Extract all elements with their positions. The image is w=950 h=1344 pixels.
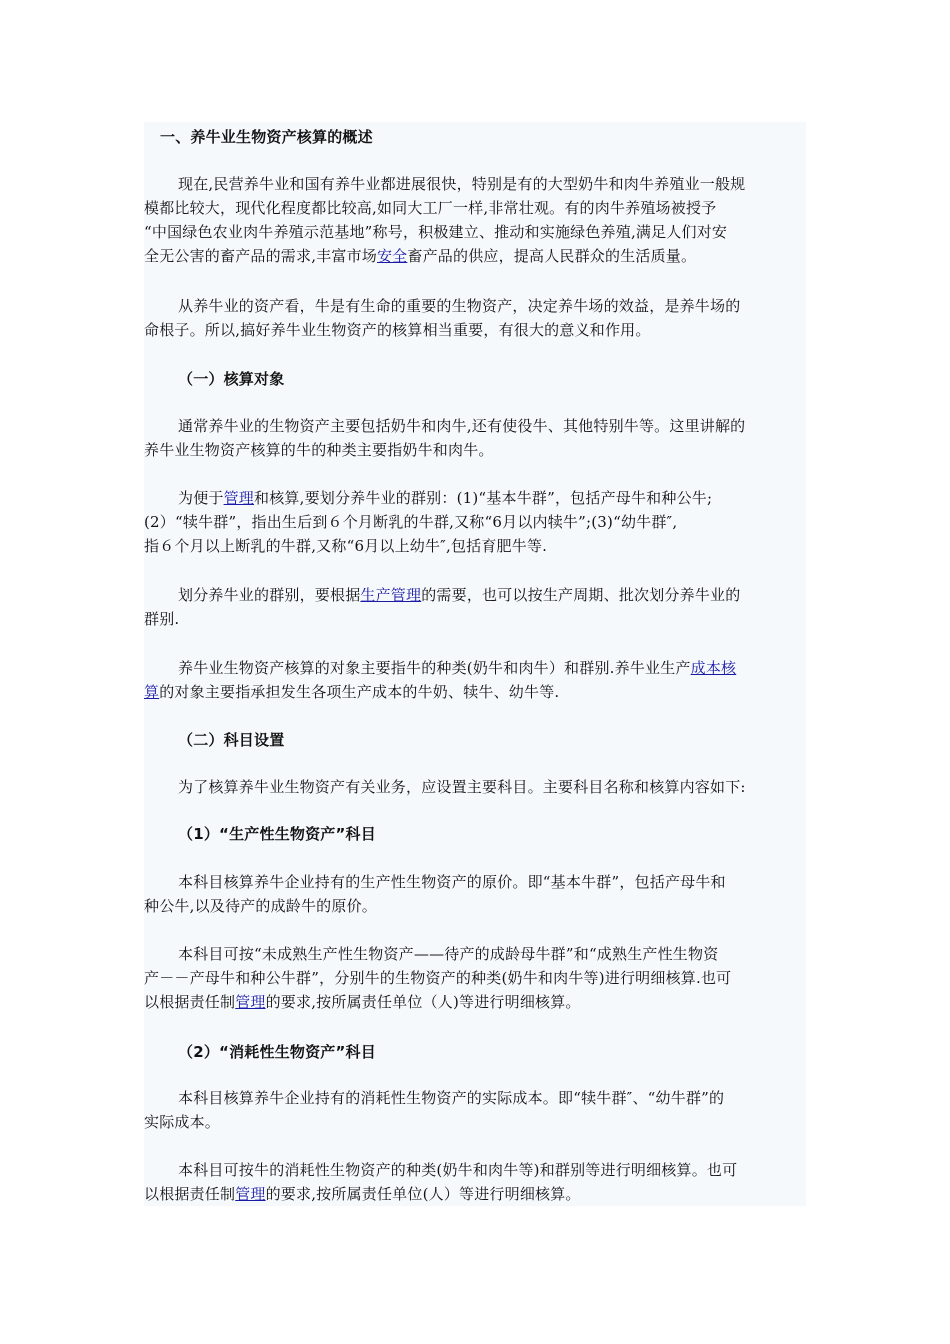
paragraph-text: 本科目可按“未成熟生产性生物资产——待产的成龄母牛群”和“成熟生产性生物资 <box>178 945 719 963</box>
paragraph-text: 模都比较大，现代化程度都比较高,如同大工厂一样,非常壮观。有的肉牛养殖场被授予 <box>144 199 717 217</box>
paragraph-text: 以根据责任制 <box>144 993 236 1011</box>
paragraph-text: 本科目核算养牛企业持有的生产性生物资产的原价。即“基本牛群”，包括产母牛和 <box>178 873 726 891</box>
paragraph-text: 的要求,按所属责任单位(人）等进行明细核算。 <box>265 1185 581 1203</box>
paragraph-line <box>144 942 806 966</box>
paragraph-text: “中国绿色农业肉牛养殖示范基地”称号，积极建立、推动和实施绿色养殖,满足人们对安 <box>144 223 728 241</box>
paragraph-line <box>144 656 806 680</box>
paragraph-text: 实际成本。 <box>144 1113 221 1131</box>
paragraph-text: 划分养牛业的群别，要根据 <box>178 586 361 604</box>
paragraph-text: 现在,民营养牛业和国有养牛业都进展很快，特别是有的大型奶牛和肉牛养殖业一般规 <box>178 175 746 193</box>
paragraph-text: 群别. <box>144 610 180 628</box>
paragraph-line <box>144 244 806 268</box>
subsection-heading <box>144 1040 806 1064</box>
paragraph-line <box>144 990 806 1014</box>
heading-text: （1）“生产性生物资产”科目 <box>178 825 376 843</box>
paragraph-text: 种公牛,以及待产的成龄牛的原价。 <box>144 897 377 915</box>
paragraph-text: (2）“犊牛群”，指出生后到６个月断乳的牛群,又称“6月以内犊牛”;(3)“幼牛群″, <box>144 513 678 531</box>
paragraph-line <box>144 196 806 220</box>
subsection-heading <box>144 822 806 846</box>
link-cost-accounting[interactable]: 成本核 <box>690 659 737 677</box>
paragraph-text: 和核算,要划分养牛业的群别：(1)“基本牛群”，包括产母牛和种公牛; <box>254 489 713 507</box>
paragraph-line <box>144 1182 806 1206</box>
paragraph-line <box>144 870 806 894</box>
subsection-heading <box>144 367 806 391</box>
link-management[interactable]: 管理 <box>235 993 266 1011</box>
paragraph-line <box>144 486 806 510</box>
paragraph-line <box>144 966 806 990</box>
paragraph-text: 为了核算养牛业生物资产有关业务，应设置主要科目。主要科目名称和核算内容如下: <box>178 778 746 796</box>
paragraph-text: 为便于 <box>178 489 224 507</box>
heading-text: （2）“消耗性生物资产”科目 <box>178 1043 376 1061</box>
paragraph-line <box>144 510 806 534</box>
link-safety[interactable]: 安全 <box>376 247 408 265</box>
paragraph-line <box>144 414 806 438</box>
paragraph-text: 产－－产母牛和种公牛群”，分别牛的生物资产的种类(奶牛和肉牛等)进行明细核算.也可 <box>144 969 732 987</box>
paragraph-text: 本科目可按牛的消耗性生物资产的种类(奶牛和肉牛等)和群别等进行明细核算。也可 <box>178 1161 738 1179</box>
paragraph-text: 养牛业生物资产核算的对象主要指牛的种类(奶牛和肉牛）和群别.养牛业生产 <box>178 659 691 677</box>
paragraph-line <box>144 894 806 918</box>
paragraph-text: 的需要，也可以按生产周期、批次划分养牛业的 <box>421 586 741 604</box>
paragraph-line <box>144 607 806 631</box>
link-cost-accounting-cont[interactable]: 算 <box>144 683 160 701</box>
paragraph-line <box>144 1086 806 1110</box>
subsection-heading <box>144 728 806 752</box>
paragraph-text: 的对象主要指承担发生各项生产成本的牛奶、犊牛、幼牛等. <box>159 683 560 701</box>
paragraph-line <box>144 220 806 244</box>
paragraph-text: 从养牛业的资产看，牛是有生命的重要的生物资产，决定养牛场的效益，是养牛场的 <box>178 297 741 315</box>
paragraph-text: 指６个月以上断乳的牛群,又称“6月以上幼牛″,包括育肥牛等. <box>144 537 548 555</box>
paragraph-line <box>144 172 806 196</box>
link-production-management[interactable]: 生产管理 <box>360 586 422 604</box>
paragraph-text: 本科目核算养牛企业持有的消耗性生物资产的实际成本。即“犊牛群″、“幼牛群”的 <box>178 1089 725 1107</box>
heading-text: （二）科目设置 <box>178 731 285 749</box>
paragraph-text: 的要求,按所属责任单位（人)等进行明细核算。 <box>265 993 581 1011</box>
paragraph-text: 以根据责任制 <box>144 1185 236 1203</box>
section-heading-main <box>144 125 806 149</box>
paragraph-line <box>144 534 806 558</box>
paragraph-line <box>144 438 806 462</box>
paragraph-line <box>144 318 806 342</box>
paragraph-line <box>144 680 806 704</box>
link-management[interactable]: 管理 <box>223 489 255 507</box>
paragraph-line <box>144 1158 806 1182</box>
paragraph-line <box>144 583 806 607</box>
link-management[interactable]: 管理 <box>235 1185 266 1203</box>
paragraph-line <box>144 1110 806 1134</box>
heading-text: 一、养牛业生物资产核算的概述 <box>160 128 373 146</box>
paragraph-line <box>144 294 806 318</box>
paragraph-text: 全无公害的畜产品的需求,丰富市场 <box>144 247 377 265</box>
paragraph-text: 命根子。所以,搞好养牛业生物资产的核算相当重要，有很大的意义和作用。 <box>144 321 651 339</box>
paragraph-text: 通常养牛业的生物资产主要包括奶牛和肉牛,还有使役牛、其他特别牛等。这里讲解的 <box>178 417 746 435</box>
paragraph-text: 畜产品的供应，提高人民群众的生活质量。 <box>407 247 697 265</box>
paragraph-text: 养牛业生物资产核算的牛的种类主要指奶牛和肉牛。 <box>144 441 494 459</box>
heading-text: （一）核算对象 <box>178 370 285 388</box>
paragraph-line <box>144 775 806 799</box>
